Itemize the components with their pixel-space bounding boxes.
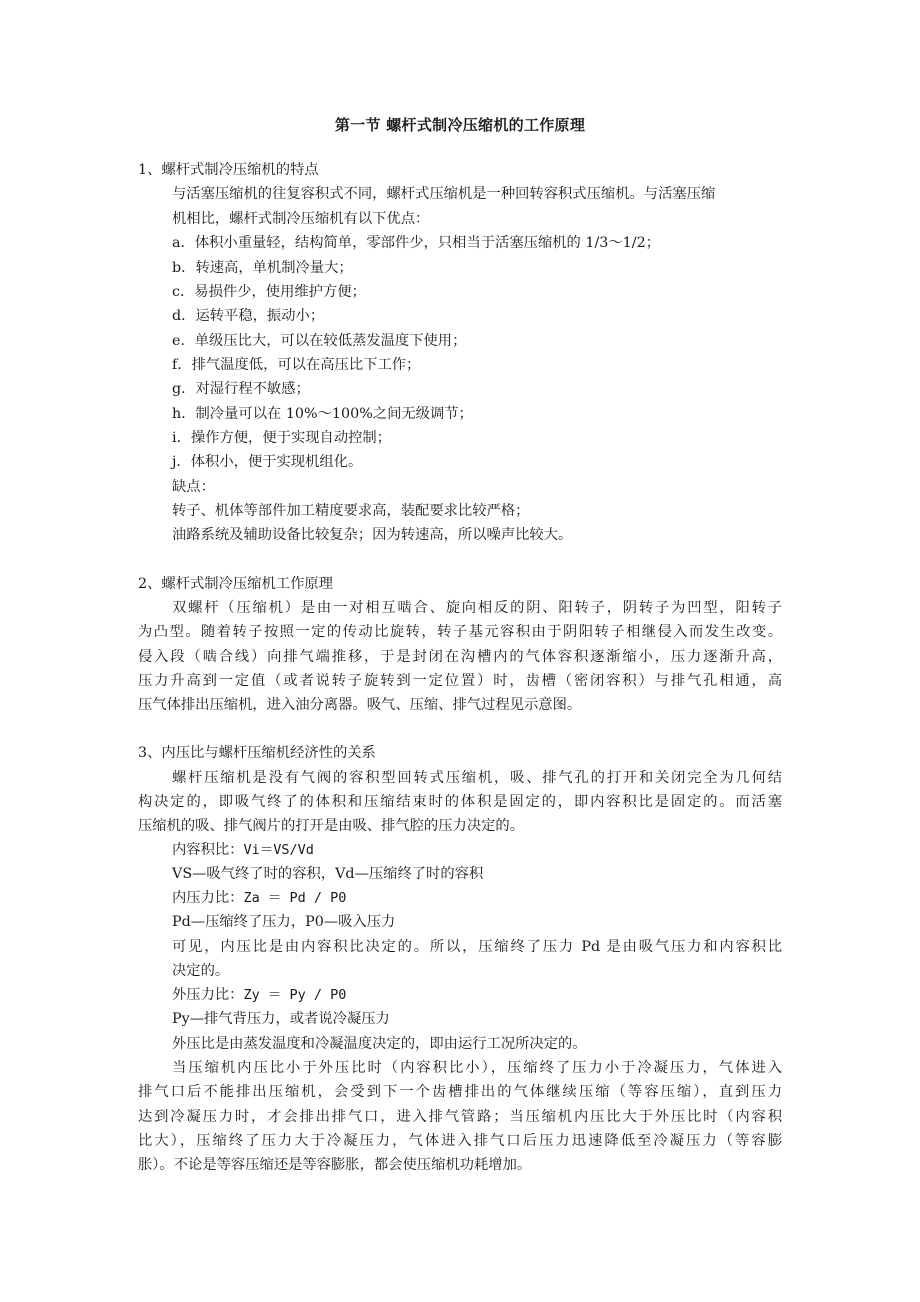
formula-expression: Vi＝VS/Vd <box>243 842 314 858</box>
conclusion-line: 决定的。 <box>172 963 230 979</box>
section-3-paragraph-line: 胀）。不论是等容压缩还是等容膨胀，都会使压缩机功耗增加。 <box>138 1157 532 1173</box>
section-3-paragraph-line: 当压缩机内压比小于外压比时（内容积比小），压缩终了压力小于冷凝压力，气体进入 <box>172 1060 782 1076</box>
section-3-paragraph-line: 排气口后不能排出压缩机，会受到下一个齿槽排出的气体继续压缩（等容压缩），直到压力 <box>138 1084 782 1100</box>
section-3-paragraph-line: 达到冷凝压力时，才会排出排气口，进入排气管路；当压缩机内压比大于外压比时（内容积 <box>138 1109 782 1125</box>
formula-expression: Za ＝ Pd / P0 <box>243 890 347 906</box>
advantage-item: i．操作方便，便于实现自动控制； <box>172 430 392 446</box>
advantage-item: e．单级压比大，可以在较低蒸发温度下使用； <box>172 333 467 349</box>
advantage-item: c．易损件少，使用维护方便； <box>172 284 366 300</box>
formula-expression: Zy ＝ Py / P0 <box>243 987 347 1003</box>
formula-inner-pressure-ratio <box>172 888 346 908</box>
section-2-paragraph-line: 为凸型。随着转子按照一定的传动比旋转，转子基元容积由于阴阳转子相继侵入而发生改变。 <box>138 624 782 640</box>
section-3-paragraph-line: 构决定的，即吸气终了的体积和压缩结束时的体积是固定的，即内容积比是固定的。而活塞 <box>138 794 782 810</box>
formula-label: 内容积比： <box>172 842 244 858</box>
formula-note: Py—排气背压力，或者说冷凝压力 <box>172 1011 390 1027</box>
section-1-intro-line: 与活塞压缩机的往复容积式不同，螺杆式压缩机是一种回转容积式压缩机。与活塞压缩 <box>172 186 716 202</box>
disadvantage-item: 油路系统及辅助设备比较复杂；因为转速高，所以噪声比较大。 <box>172 527 573 543</box>
formula-note: VS—吸气终了时的容积，Vd—压缩终了时的容积 <box>172 866 484 882</box>
section-1-intro-line: 机相比，螺杆式制冷压缩机有以下优点： <box>172 211 430 227</box>
advantage-item: a．体积小重量轻，结构简单，零部件少，只相当于活塞压缩机的 1/3～1/2； <box>172 235 660 251</box>
section-2-paragraph-line: 压气体排出压缩机，进入油分离器。吸气、压缩、排气过程见示意图。 <box>138 697 582 713</box>
advantage-item: b．转速高，单机制冷量大； <box>172 260 353 276</box>
section-1-heading: 1、螺杆式制冷压缩机的特点 <box>138 162 319 178</box>
section-2-paragraph-line: 压力升高到一定值（或者说转子旋转到一定位置）时，齿槽（密闭容积）与排气孔相通，高 <box>138 673 782 689</box>
section-3-paragraph-line: 压缩机的吸、排气阀片的打开是由吸、排气腔的压力决定的。 <box>138 818 525 834</box>
formula-outer-pressure-ratio <box>172 985 346 1005</box>
formula-label: 内压力比： <box>172 890 244 906</box>
formula-inner-volume-ratio <box>172 840 314 860</box>
advantage-item: j．体积小，便于实现机组化。 <box>172 454 363 470</box>
section-2-paragraph-line: 双螺杆（压缩机）是由一对相互啮合、旋向相反的阴、阳转子，阴转子为凹型，阳转子 <box>172 600 782 616</box>
conclusion-line: 可见，内压比是由内容积比决定的。所以，压缩终了压力 Pd 是由吸气压力和内容积比 <box>172 939 782 955</box>
formula-label: 外压力比： <box>172 987 244 1003</box>
disadvantages-label: 缺点： <box>172 479 215 495</box>
advantage-item: g．对湿行程不敏感； <box>172 381 310 397</box>
disadvantage-item: 转子、机体等部件加工精度要求高，装配要求比较严格； <box>172 503 530 519</box>
section-3-paragraph-line: 螺杆压缩机是没有气阀的容积型回转式压缩机，吸、排气孔的打开和关闭完全为几何结 <box>172 770 782 786</box>
advantage-item: h．制冷量可以在 10%～100%之间无级调节； <box>172 406 473 422</box>
section-2-paragraph-line: 侵入段（啮合线）向排气端推移，于是封闭在沟槽内的气体容积逐渐缩小，压力逐渐升高， <box>138 649 782 665</box>
section-2-heading: 2、螺杆式制冷压缩机工作原理 <box>138 576 333 592</box>
advantage-item: d．运转平稳，振动小； <box>172 308 325 324</box>
formula-note: Pd—压缩终了压力，P0—吸入压力 <box>172 914 396 930</box>
external-ratio-note: 外压比是由蒸发温度和冷凝温度决定的，即由运行工况所决定的。 <box>172 1036 587 1052</box>
advantage-item: f．排气温度低，可以在高压比下工作； <box>172 357 421 373</box>
section-3-heading: 3、内压比与螺杆压缩机经济性的关系 <box>138 745 376 761</box>
page-title: 第一节 螺杆式制冷压缩机的工作原理 <box>334 116 586 134</box>
section-3-paragraph-line: 比大），压缩终了压力大于冷凝压力，气体进入排气口后压力迅速降低至冷凝压力（等容膨 <box>138 1133 782 1149</box>
